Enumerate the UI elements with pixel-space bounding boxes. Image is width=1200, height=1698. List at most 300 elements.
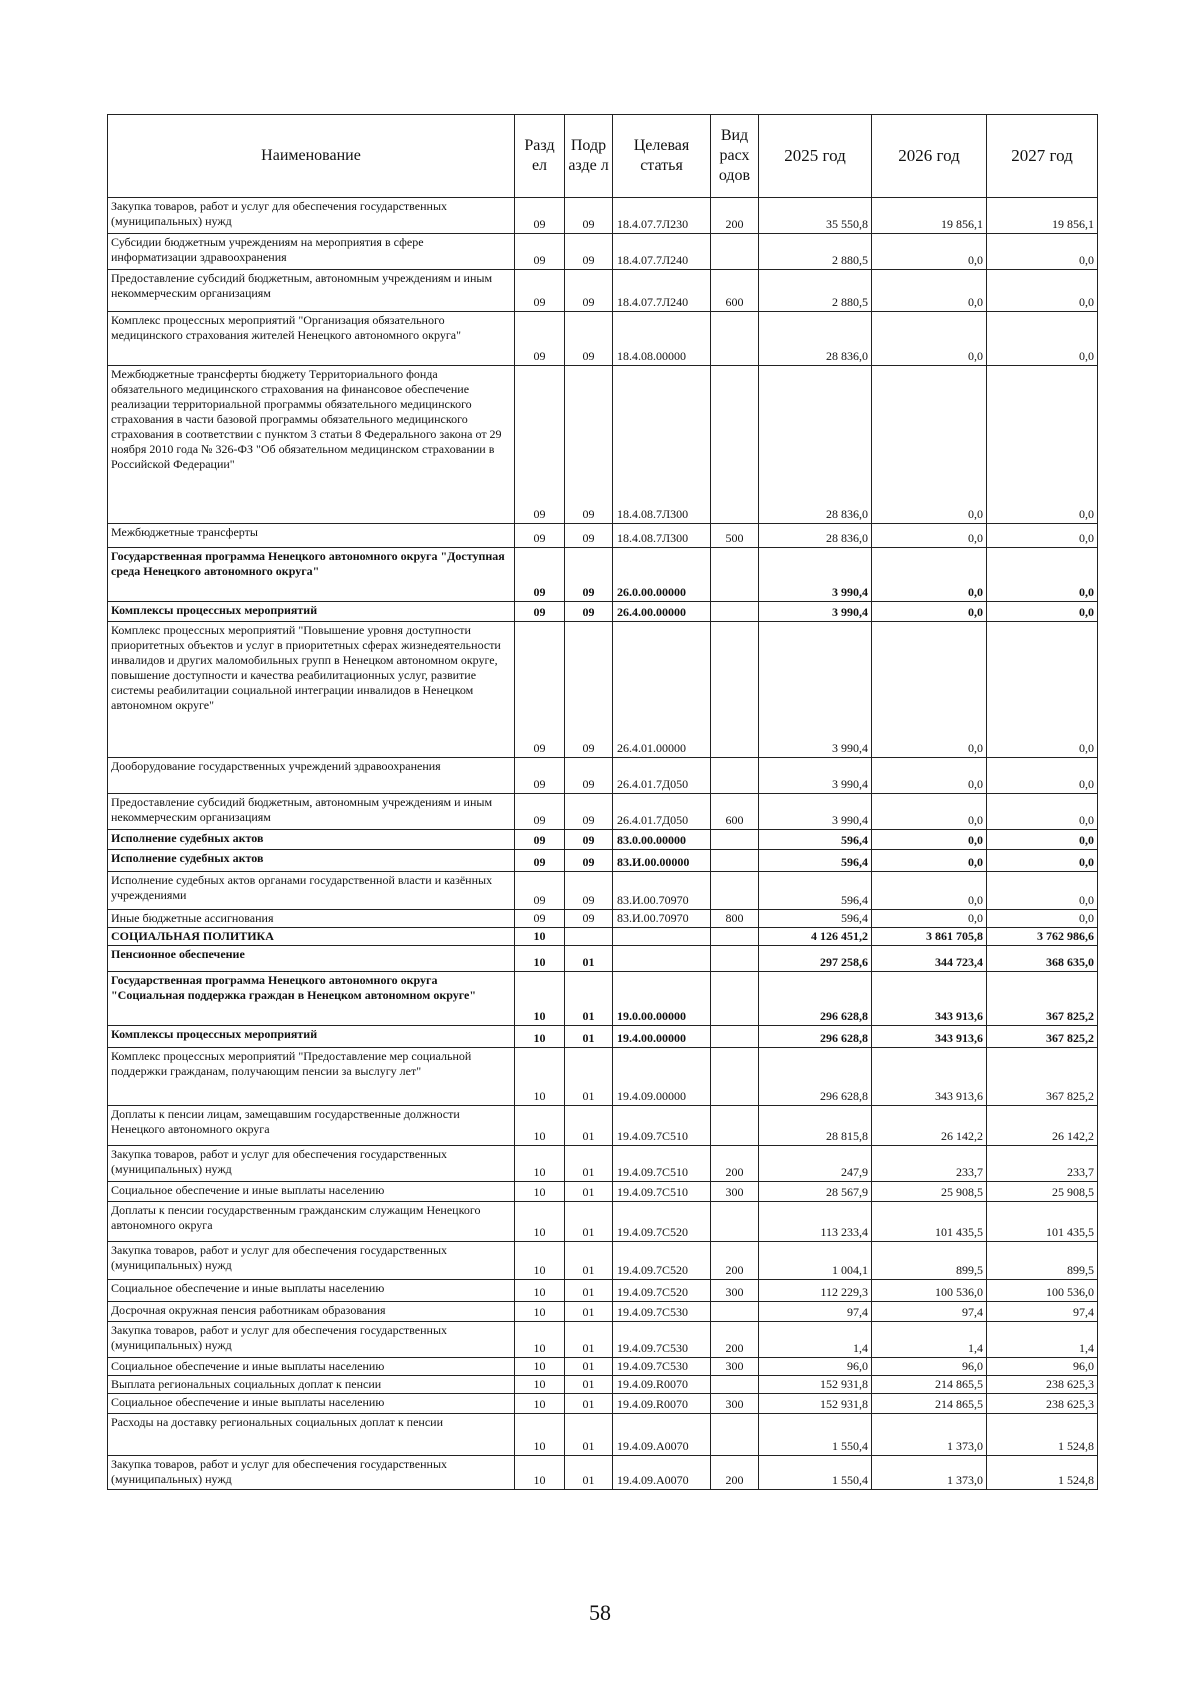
row-value-2026: 1 373,0 — [872, 1414, 987, 1456]
row-subsection: 09 — [565, 602, 613, 622]
row-target: 26.4.00.00000 — [613, 602, 711, 622]
row-name: Закупка товаров, работ и услуг для обеспечения государственных (муниципальных) нужд — [108, 1242, 515, 1280]
row-kind: 300 — [711, 1358, 759, 1376]
row-value-2027: 0,0 — [987, 758, 1098, 794]
table-row — [108, 850, 1098, 872]
row-kind — [711, 602, 759, 622]
row-kind: 200 — [711, 198, 759, 234]
table-row — [108, 1202, 1098, 1242]
row-section: 10 — [515, 1376, 565, 1394]
row-value-2027: 0,0 — [987, 850, 1098, 872]
row-value-2027: 367 825,2 — [987, 1048, 1098, 1106]
row-target: 19.4.09.7С510 — [613, 1182, 711, 1202]
row-name: Исполнение судебных актов органами государственной власти и казённых учреждениями — [108, 872, 515, 910]
row-section: 10 — [515, 1146, 565, 1182]
row-target: 18.4.07.7Л240 — [613, 234, 711, 270]
row-target: 19.4.09.R0070 — [613, 1394, 711, 1414]
row-target — [613, 928, 711, 946]
row-target: 83.И.00.70970 — [613, 910, 711, 928]
row-target: 18.4.08.00000 — [613, 312, 711, 366]
row-section: 09 — [515, 198, 565, 234]
row-subsection: 01 — [565, 1202, 613, 1242]
row-name: Государственная программа Ненецкого автономного округа "Социальная поддержка граждан в Ненецком автономном округе" — [108, 972, 515, 1026]
row-section: 10 — [515, 946, 565, 972]
row-value-2027: 0,0 — [987, 524, 1098, 548]
table-row — [108, 758, 1098, 794]
row-kind — [711, 928, 759, 946]
row-kind — [711, 850, 759, 872]
row-subsection: 01 — [565, 972, 613, 1026]
row-kind — [711, 622, 759, 758]
row-value-2027: 0,0 — [987, 794, 1098, 830]
table-row — [108, 234, 1098, 270]
row-value-2026: 0,0 — [872, 366, 987, 524]
row-name: Межбюджетные трансферты бюджету Территориального фонда обязательного медицинского страхования на финансовое обеспечение реализации территориальной программы обязательного медицинского страхования в части базовой программы обязательного медицинского страхования в соответствии с пунктом 3 статьи 8 Федерального закона от 29 ноября 2010 года № 326-ФЗ "Об обязательном медицинском страховании в Российской Федерации" — [108, 366, 515, 524]
row-kind: 200 — [711, 1456, 759, 1490]
row-section: 09 — [515, 524, 565, 548]
table-row — [108, 794, 1098, 830]
row-value-2025: 3 990,4 — [759, 794, 872, 830]
row-value-2026: 343 913,6 — [872, 972, 987, 1026]
row-section: 10 — [515, 972, 565, 1026]
row-target — [613, 946, 711, 972]
row-value-2027: 0,0 — [987, 602, 1098, 622]
row-subsection: 01 — [565, 1242, 613, 1280]
row-target: 19.4.09.7С520 — [613, 1202, 711, 1242]
row-value-2027: 101 435,5 — [987, 1202, 1098, 1242]
header-target: Целевая статья — [613, 115, 711, 198]
row-target: 19.4.09.7С510 — [613, 1106, 711, 1146]
row-value-2027: 1 524,8 — [987, 1414, 1098, 1456]
row-value-2027: 368 635,0 — [987, 946, 1098, 972]
row-section: 10 — [515, 1394, 565, 1414]
page-number: 58 — [589, 1600, 611, 1625]
row-section: 10 — [515, 1026, 565, 1048]
row-name: Комплекс процессных мероприятий "Повышение уровня доступности приоритетных объектов и услуг в приоритетных сферах жизнедеятельности инвалидов и других маломобильных групп в Ненецком автономном округе, повышение доступности и качества реабилитационных услуг, развитие системы реабилитации социальной интеграции инвалидов в Ненецком автономном округе" — [108, 622, 515, 758]
row-target: 19.4.09.R0070 — [613, 1376, 711, 1394]
row-value-2027: 0,0 — [987, 910, 1098, 928]
table-row — [108, 946, 1098, 972]
row-name: Досрочная окружная пенсия работникам образования — [108, 1302, 515, 1322]
row-name: Комплексы процессных мероприятий — [108, 602, 515, 622]
row-value-2027: 25 908,5 — [987, 1182, 1098, 1202]
row-target: 19.4.00.00000 — [613, 1026, 711, 1048]
row-subsection: 01 — [565, 1394, 613, 1414]
row-value-2026: 343 913,6 — [872, 1026, 987, 1048]
row-value-2027: 100 536,0 — [987, 1280, 1098, 1302]
row-value-2025: 3 990,4 — [759, 548, 872, 602]
row-target: 19.4.09.00000 — [613, 1048, 711, 1106]
row-target: 26.0.00.00000 — [613, 548, 711, 602]
row-subsection: 09 — [565, 794, 613, 830]
row-value-2026: 0,0 — [872, 622, 987, 758]
row-section: 10 — [515, 1280, 565, 1302]
row-value-2027: 3 762 986,6 — [987, 928, 1098, 946]
row-subsection: 09 — [565, 548, 613, 602]
row-name: Комплекс процессных мероприятий "Предоставление мер социальной поддержки гражданам, получающим пенсии за выслугу лет" — [108, 1048, 515, 1106]
header-subsection: Подр азде л — [565, 115, 613, 198]
header-year-2025: 2025 год — [759, 115, 872, 198]
table-row — [108, 910, 1098, 928]
table-row — [108, 1414, 1098, 1456]
header-kind: Вид расх одов — [711, 115, 759, 198]
row-subsection: 09 — [565, 312, 613, 366]
row-value-2025: 2 880,5 — [759, 270, 872, 312]
row-target: 83.И.00.70970 — [613, 872, 711, 910]
row-value-2026: 0,0 — [872, 910, 987, 928]
row-value-2026: 0,0 — [872, 270, 987, 312]
row-name: Пенсионное обеспечение — [108, 946, 515, 972]
row-subsection: 01 — [565, 1106, 613, 1146]
row-value-2025: 296 628,8 — [759, 1026, 872, 1048]
row-kind: 200 — [711, 1322, 759, 1358]
budget-table — [107, 114, 1098, 1490]
row-value-2026: 0,0 — [872, 602, 987, 622]
row-kind — [711, 548, 759, 602]
row-target: 18.4.08.7Л300 — [613, 524, 711, 548]
row-value-2026: 214 865,5 — [872, 1394, 987, 1414]
row-kind — [711, 758, 759, 794]
row-value-2025: 1 550,4 — [759, 1414, 872, 1456]
row-subsection: 01 — [565, 1280, 613, 1302]
row-name: Дооборудование государственных учреждений здравоохранения — [108, 758, 515, 794]
row-section: 09 — [515, 312, 565, 366]
table-row — [108, 1456, 1098, 1490]
row-kind — [711, 1048, 759, 1106]
row-name: Социальное обеспечение и иные выплаты населению — [108, 1280, 515, 1302]
row-value-2027: 899,5 — [987, 1242, 1098, 1280]
row-value-2027: 0,0 — [987, 270, 1098, 312]
row-value-2027: 19 856,1 — [987, 198, 1098, 234]
row-value-2027: 0,0 — [987, 830, 1098, 850]
row-kind: 300 — [711, 1280, 759, 1302]
row-target: 18.4.07.7Л240 — [613, 270, 711, 312]
row-subsection: 09 — [565, 234, 613, 270]
row-target: 26.4.01.00000 — [613, 622, 711, 758]
row-subsection: 09 — [565, 872, 613, 910]
table-row — [108, 1280, 1098, 1302]
row-kind — [711, 234, 759, 270]
table-row — [108, 872, 1098, 910]
row-value-2027: 367 825,2 — [987, 972, 1098, 1026]
table-row — [108, 548, 1098, 602]
row-value-2027: 0,0 — [987, 622, 1098, 758]
row-name: Комплексы процессных мероприятий — [108, 1026, 515, 1048]
row-value-2025: 3 990,4 — [759, 758, 872, 794]
row-kind — [711, 366, 759, 524]
row-value-2027: 238 625,3 — [987, 1394, 1098, 1414]
row-section: 09 — [515, 622, 565, 758]
row-value-2025: 596,4 — [759, 910, 872, 928]
row-value-2025: 247,9 — [759, 1146, 872, 1182]
row-section: 10 — [515, 1202, 565, 1242]
row-name: Субсидии бюджетным учреждениям на мероприятия в сфере информатизации здравоохранения — [108, 234, 515, 270]
row-value-2025: 152 931,8 — [759, 1376, 872, 1394]
row-subsection: 01 — [565, 1322, 613, 1358]
row-value-2026: 214 865,5 — [872, 1376, 987, 1394]
row-value-2025: 28 567,9 — [759, 1182, 872, 1202]
row-target: 26.4.01.7Д050 — [613, 758, 711, 794]
row-value-2025: 35 550,8 — [759, 198, 872, 234]
row-subsection: 09 — [565, 910, 613, 928]
row-target: 19.4.09.7С520 — [613, 1242, 711, 1280]
row-value-2027: 367 825,2 — [987, 1026, 1098, 1048]
row-value-2025: 28 815,8 — [759, 1106, 872, 1146]
table-row — [108, 1182, 1098, 1202]
row-section: 10 — [515, 1106, 565, 1146]
row-value-2026: 101 435,5 — [872, 1202, 987, 1242]
row-value-2026: 0,0 — [872, 872, 987, 910]
row-value-2026: 0,0 — [872, 850, 987, 872]
header-name: Наименование — [108, 115, 515, 198]
row-value-2025: 596,4 — [759, 850, 872, 872]
row-subsection: 09 — [565, 366, 613, 524]
row-value-2025: 2 880,5 — [759, 234, 872, 270]
row-value-2026: 3 861 705,8 — [872, 928, 987, 946]
table-row — [108, 1322, 1098, 1358]
row-value-2026: 343 913,6 — [872, 1048, 987, 1106]
row-value-2026: 233,7 — [872, 1146, 987, 1182]
table-row — [108, 602, 1098, 622]
row-value-2026: 344 723,4 — [872, 946, 987, 972]
row-kind — [711, 312, 759, 366]
row-section: 10 — [515, 1182, 565, 1202]
row-kind — [711, 972, 759, 1026]
row-value-2027: 96,0 — [987, 1358, 1098, 1376]
row-kind — [711, 1302, 759, 1322]
table-row — [108, 928, 1098, 946]
row-target: 19.4.09.А0070 — [613, 1456, 711, 1490]
row-name: Иные бюджетные ассигнования — [108, 910, 515, 928]
row-section: 10 — [515, 928, 565, 946]
row-value-2025: 28 836,0 — [759, 366, 872, 524]
row-value-2026: 0,0 — [872, 794, 987, 830]
table-row — [108, 198, 1098, 234]
row-value-2026: 25 908,5 — [872, 1182, 987, 1202]
table-row — [108, 1376, 1098, 1394]
table-row — [108, 1394, 1098, 1414]
row-value-2027: 26 142,2 — [987, 1106, 1098, 1146]
row-target: 26.4.01.7Д050 — [613, 794, 711, 830]
row-value-2025: 3 990,4 — [759, 602, 872, 622]
row-section: 10 — [515, 1048, 565, 1106]
row-value-2026: 0,0 — [872, 524, 987, 548]
row-target: 19.0.00.00000 — [613, 972, 711, 1026]
row-name: Закупка товаров, работ и услуг для обеспечения государственных (муниципальных) нужд — [108, 1322, 515, 1358]
row-section: 09 — [515, 830, 565, 850]
row-subsection: 01 — [565, 1302, 613, 1322]
row-kind — [711, 1414, 759, 1456]
row-target: 19.4.09.А0070 — [613, 1414, 711, 1456]
row-target: 19.4.09.7С530 — [613, 1302, 711, 1322]
row-subsection: 01 — [565, 1026, 613, 1048]
row-value-2025: 28 836,0 — [759, 312, 872, 366]
row-subsection: 01 — [565, 1358, 613, 1376]
row-value-2027: 0,0 — [987, 366, 1098, 524]
row-section: 10 — [515, 1358, 565, 1376]
row-value-2027: 238 625,3 — [987, 1376, 1098, 1394]
row-value-2025: 596,4 — [759, 830, 872, 850]
row-name: Закупка товаров, работ и услуг для обеспечения государственных (муниципальных) нужд — [108, 1146, 515, 1182]
row-kind — [711, 830, 759, 850]
row-value-2026: 0,0 — [872, 548, 987, 602]
row-subsection: 01 — [565, 1376, 613, 1394]
row-name: Исполнение судебных актов — [108, 850, 515, 872]
row-value-2025: 296 628,8 — [759, 972, 872, 1026]
row-name: Государственная программа Ненецкого автономного округа "Доступная среда Ненецкого автономного округа" — [108, 548, 515, 602]
table-header-row — [108, 115, 1098, 198]
row-subsection: 01 — [565, 1456, 613, 1490]
row-kind: 200 — [711, 1146, 759, 1182]
row-subsection — [565, 928, 613, 946]
row-target: 83.0.00.00000 — [613, 830, 711, 850]
row-value-2027: 0,0 — [987, 872, 1098, 910]
row-kind: 500 — [711, 524, 759, 548]
header-year-2027: 2027 год — [987, 115, 1098, 198]
row-section: 10 — [515, 1242, 565, 1280]
row-target: 18.4.07.7Л230 — [613, 198, 711, 234]
row-value-2025: 4 126 451,2 — [759, 928, 872, 946]
row-name: Социальное обеспечение и иные выплаты населению — [108, 1394, 515, 1414]
row-name: Предоставление субсидий бюджетным, автономным учреждениям и иным некоммерческим организациям — [108, 270, 515, 312]
row-kind: 600 — [711, 794, 759, 830]
table-row — [108, 1358, 1098, 1376]
row-subsection: 01 — [565, 946, 613, 972]
row-kind: 800 — [711, 910, 759, 928]
row-value-2025: 596,4 — [759, 872, 872, 910]
row-section: 09 — [515, 872, 565, 910]
row-kind — [711, 946, 759, 972]
row-value-2025: 28 836,0 — [759, 524, 872, 548]
row-subsection: 09 — [565, 270, 613, 312]
row-value-2027: 0,0 — [987, 234, 1098, 270]
row-name: Исполнение судебных актов — [108, 830, 515, 850]
row-value-2027: 1,4 — [987, 1322, 1098, 1358]
row-value-2027: 1 524,8 — [987, 1456, 1098, 1490]
row-name: Расходы на доставку региональных социальных доплат к пенсии — [108, 1414, 515, 1456]
row-value-2025: 1 004,1 — [759, 1242, 872, 1280]
table-row — [108, 366, 1098, 524]
row-value-2026: 0,0 — [872, 758, 987, 794]
row-section: 09 — [515, 548, 565, 602]
row-subsection: 09 — [565, 758, 613, 794]
row-value-2027: 233,7 — [987, 1146, 1098, 1182]
header-year-2026: 2026 год — [872, 115, 987, 198]
row-name: Закупка товаров, работ и услуг для обеспечения государственных (муниципальных) нужд — [108, 198, 515, 234]
row-subsection: 01 — [565, 1048, 613, 1106]
row-value-2025: 152 931,8 — [759, 1394, 872, 1414]
row-section: 09 — [515, 758, 565, 794]
row-section: 09 — [515, 910, 565, 928]
row-value-2026: 97,4 — [872, 1302, 987, 1322]
table-row — [108, 1026, 1098, 1048]
row-value-2026: 100 536,0 — [872, 1280, 987, 1302]
row-section: 10 — [515, 1456, 565, 1490]
row-value-2026: 0,0 — [872, 234, 987, 270]
row-kind — [711, 1106, 759, 1146]
row-value-2025: 113 233,4 — [759, 1202, 872, 1242]
row-value-2025: 296 628,8 — [759, 1048, 872, 1106]
budget-sheet — [107, 114, 1097, 1490]
row-name: Доплаты к пенсии государственным гражданским служащим Ненецкого автономного округа — [108, 1202, 515, 1242]
row-section: 09 — [515, 794, 565, 830]
header-section: Разд ел — [515, 115, 565, 198]
row-value-2026: 19 856,1 — [872, 198, 987, 234]
row-value-2026: 0,0 — [872, 830, 987, 850]
row-name: Закупка товаров, работ и услуг для обеспечения государственных (муниципальных) нужд — [108, 1456, 515, 1490]
row-subsection: 01 — [565, 1146, 613, 1182]
row-value-2025: 1,4 — [759, 1322, 872, 1358]
table-row — [108, 1146, 1098, 1182]
row-subsection: 09 — [565, 830, 613, 850]
row-value-2025: 1 550,4 — [759, 1456, 872, 1490]
row-section: 09 — [515, 270, 565, 312]
row-section: 09 — [515, 850, 565, 872]
table-row — [108, 1048, 1098, 1106]
row-kind — [711, 872, 759, 910]
row-subsection: 09 — [565, 524, 613, 548]
table-row — [108, 270, 1098, 312]
row-value-2026: 26 142,2 — [872, 1106, 987, 1146]
row-name: Комплекс процессных мероприятий "Организация обязательного медицинского страхования жителей Ненецкого автономного округа" — [108, 312, 515, 366]
row-subsection: 09 — [565, 198, 613, 234]
row-target: 19.4.09.7С530 — [613, 1358, 711, 1376]
row-section: 09 — [515, 602, 565, 622]
row-kind — [711, 1376, 759, 1394]
row-target: 19.4.09.7С520 — [613, 1280, 711, 1302]
row-section: 09 — [515, 366, 565, 524]
row-value-2026: 96,0 — [872, 1358, 987, 1376]
row-name: СОЦИАЛЬНАЯ ПОЛИТИКА — [108, 928, 515, 946]
row-value-2026: 899,5 — [872, 1242, 987, 1280]
row-section: 09 — [515, 234, 565, 270]
row-name: Межбюджетные трансферты — [108, 524, 515, 548]
row-name: Предоставление субсидий бюджетным, автономным учреждениям и иным некоммерческим организациям — [108, 794, 515, 830]
row-name: Доплаты к пенсии лицам, замещавшим государственные должности Ненецкого автономного округа — [108, 1106, 515, 1146]
table-body — [108, 198, 1098, 1490]
row-target: 18.4.08.7Л300 — [613, 366, 711, 524]
row-kind: 300 — [711, 1394, 759, 1414]
row-value-2026: 1,4 — [872, 1322, 987, 1358]
row-value-2025: 297 258,6 — [759, 946, 872, 972]
row-section: 10 — [515, 1302, 565, 1322]
row-name: Социальное обеспечение и иные выплаты населению — [108, 1358, 515, 1376]
row-value-2025: 112 229,3 — [759, 1280, 872, 1302]
row-value-2026: 1 373,0 — [872, 1456, 987, 1490]
row-value-2027: 0,0 — [987, 548, 1098, 602]
row-name: Выплата региональных социальных доплат к пенсии — [108, 1376, 515, 1394]
table-row — [108, 972, 1098, 1026]
row-value-2026: 0,0 — [872, 312, 987, 366]
table-row — [108, 1302, 1098, 1322]
table-row — [108, 1106, 1098, 1146]
row-value-2025: 96,0 — [759, 1358, 872, 1376]
row-value-2025: 97,4 — [759, 1302, 872, 1322]
row-section: 10 — [515, 1414, 565, 1456]
row-kind: 200 — [711, 1242, 759, 1280]
row-target: 83.И.00.00000 — [613, 850, 711, 872]
row-target: 19.4.09.7С510 — [613, 1146, 711, 1182]
table-row — [108, 830, 1098, 850]
table-row — [108, 312, 1098, 366]
table-row — [108, 622, 1098, 758]
row-section: 10 — [515, 1322, 565, 1358]
table-row — [108, 1242, 1098, 1280]
row-target: 19.4.09.7С530 — [613, 1322, 711, 1358]
row-kind — [711, 1202, 759, 1242]
row-kind — [711, 1026, 759, 1048]
row-value-2027: 0,0 — [987, 312, 1098, 366]
